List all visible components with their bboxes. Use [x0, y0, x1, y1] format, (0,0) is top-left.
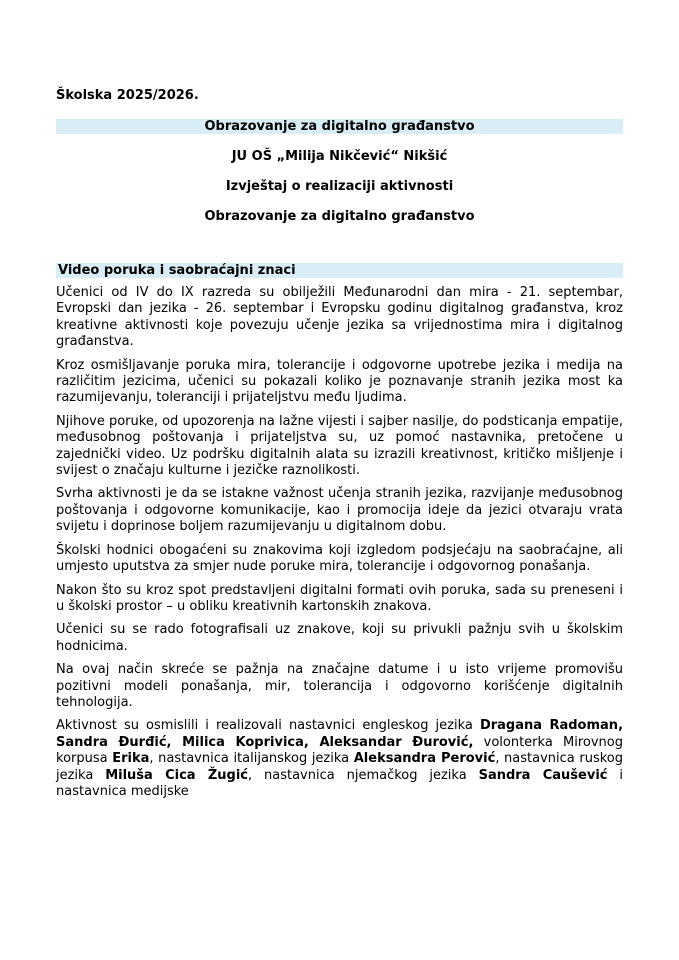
paragraph: Njihove poruke, od upozorenja na lažne vijesti i sajber nasilje, do podsticanja empatije, međusobnog poštovanja i prijateljstva su, uz pomoć nastavnika, pretočene u zajednički video. Uz podršku digitalnih alata su izrazili kreativnost, kritičko mišljenje i svijest o značaju kulturne i jezičke raznolikosti.: [56, 413, 623, 479]
report-title: Izvještaj o realizaciji aktivnosti: [225, 179, 454, 194]
credits-paragraph: [56, 718, 623, 800]
teacher-names: Dragana Radoman, Sandra Đurđić, Milica Koprivica, Aleksandar Đurović,: [56, 718, 624, 750]
credits-text: Aktivnost su osmislili i realizovali nastavnici engleskog jezika: [56, 718, 480, 734]
paragraph: Učenici od IV do IX razreda su obilježili Međunarodni dan mira - 21. septembar, Evropski dan jezika - 26. septembar i Evropsku godinu digitalnog građanstva, kroz kreativne aktivnosti koje povezuju učenje jezika sa vrijednostima mira i digitalnog građanstva.: [56, 285, 623, 350]
school-year: Školska 2025/2026.: [56, 88, 199, 103]
teacher-name: Miluša Cica Žugić: [105, 767, 248, 783]
paragraph: Školski hodnici obogaćeni su znakovima koji izgledom podsjećaju na saobraćajne, ali umjesto uputstva za smjer nude poruke mira, tolerancije i odgovornog ponašanja.: [56, 542, 623, 575]
credits-text: i nastavnica medijske: [56, 767, 623, 799]
teacher-name: Sandra Caušević: [478, 767, 608, 783]
paragraph: Učenici su se rado fotografisali uz znakove, koji su privukli pažnju svih u školskim hodnicima.: [56, 622, 623, 654]
credits-text: , nastavnica italijanskog jezika: [149, 751, 354, 767]
credits-text: , nastavnica ruskog jezika: [56, 751, 623, 783]
paragraph: Kroz osmišljavanje poruka mira, tolerancije i odgovorne upotrebe jezika i medija na različitim jezicima, učenici su pokazali koliko je poznavanje stranih jezika most ka razumijevanju, toleranciji i prijateljstvu među ljudima.: [56, 357, 623, 406]
credits-text: volonterka Mirovnog korpusa: [56, 734, 624, 767]
program-title: Obrazovanje za digitalno građanstvo: [204, 119, 475, 134]
section-title: Video poruka i saobraćajni znaci: [58, 263, 296, 278]
volunteer-name: Erika: [112, 751, 150, 767]
program-subtitle: Obrazovanje za digitalno građanstvo: [204, 209, 475, 224]
report-body: [56, 285, 623, 807]
credits-text: , nastavnica njemačkog jezika: [248, 767, 479, 783]
paragraph: Na ovaj način skreće se pažnja na značajne datume i u isto vrijeme promovišu pozitivni modeli ponašanja, mir, tolerancija i odgovorno korišćenje digitalnih tehnologija.: [56, 662, 623, 710]
paragraph: Nakon što su kroz spot predstavljeni digitalni formati ovih poruka, sada su preneseni i u školski prostor – u obliku kreativnih kartonskih znakova.: [56, 582, 623, 614]
teacher-name: Aleksandra Perović: [353, 751, 496, 767]
paragraph: Svrha aktivnosti je da se istakne važnost učenja stranih jezika, razvijanje međusobnog poštovanja i odgovorne komunikacije, kao i promocija ideje da jezici otvaraju vrata svijetu i doprinose boljem razumijevanju u digitalnom dobu.: [56, 486, 623, 535]
school-name: JU OŠ „Milija Nikčević“ Nikšić: [231, 149, 448, 164]
